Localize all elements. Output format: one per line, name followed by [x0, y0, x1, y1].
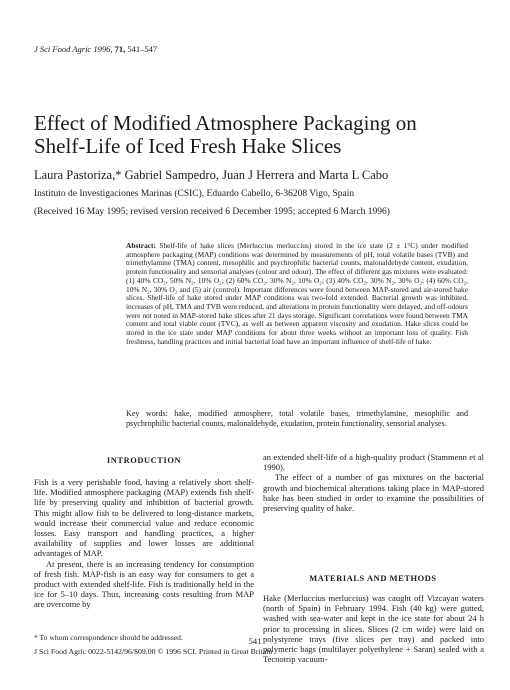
right-column-paragraph: an extended shelf-life of a high-quality product (Stammenn et al 1990).: [263, 452, 484, 473]
methods-body: [263, 593, 484, 664]
methods-paragraph: Hake (Merluccius merluccius) was caught off Vizcayan waters (north of Spain) in February 1994. Fish (40 kg) were gutted, washed with sea-water and kept in the ice state for about 24 h prior to processing in slices. Slices (2 cm wide) were laid on polystyrene trays (five slices per tray) and packed into polymeric bags (multilayer polyethylene + Saran) sealed with a Tecnotrip vacuum-: [263, 593, 484, 665]
journal-pages: 541–547: [127, 44, 158, 54]
article-received-dates: (Received 16 May 1995; revised version received 6 December 1995; accepted 6 March 1996): [34, 207, 390, 217]
introduction-heading: INTRODUCTION: [106, 456, 182, 465]
page-number: 541: [248, 636, 262, 646]
abstract-label: Abstract:: [126, 241, 156, 250]
journal-volume: 71,: [114, 44, 126, 54]
right-column-text: [263, 452, 484, 513]
article-title: Effect of Modified Atmosphere Packaging on Shelf-Life of Iced Fresh Hake Slices: [34, 111, 417, 158]
journal-footer: J Sci Food Agric 0022-5142/96/$09.00 © 1996 SCI. Printed in Great Britain: [34, 647, 273, 656]
journal-year: 1996,: [93, 44, 113, 54]
right-column-paragraph: The effect of a number of gas mixtures on the bacterial growth and biochemical alterations taking place in MAP-stored hake has been studied in order to examine the possibilities of preserving quality of hake.: [263, 472, 484, 514]
journal-header: [34, 44, 157, 54]
abstract-text: Shelf-life of hake slices (Merluccius merluccius) stored in the ice state (2 ± 1°C) under modified atmosphere packaging (MAP) conditions was determined by measurements of pH, total volatile bases (TVB) and trimethylamine (TMA) content, mesophilic and psychrophilic bacterial counts, malonaldehyde content, exudation, protein functionality and sensorial analyses (colour and odour). The effect of different gas mixtures were evaluated: (1) 40% CO₂, 50% N₂, 10% O₂; (2) 60% CO₂, 30% N₂, 10% O₂; (3) 40% CO₂, 30% N₂, 30% O₂; (4) 60% CO₂, 10% N₂, 30% O₂ and (5) air (control). Important differences were found between MAP-stored and air-stored hake slices. Shelf-life of hake stored under MAP conditions was two-fold extended. Bacterial growth was inhibited, increases of pH, TMA and TVB were reduced, and alterations in protein functionality were delayed, and off-odours were not noted in MAP-stored hake slices after 21 days storage. Significant correlations were found between TMA content and total viable count (TVC), as well as between apparent viscosity and exudation. Hake slices could be stored in the ice state under MAP conditions for about three weeks without an important loss of quality. Fish freshness, handling practices and initial bacterial load have an important influence of shelf-life of hake.: [126, 241, 468, 346]
introduction-paragraph: At present, there is an increasing tendency for consumption of fresh fish. MAP-fish is an easy way for consumers to get a product with extended shelf-life. Fish is traditionally held in the ice for 5–10 days. Thus, increasing costs resulting from MAP are overcome by: [34, 558, 254, 610]
abstract: [126, 242, 468, 346]
keywords: Key words: hake, modified atmosphere, total volatile bases, trimethylamine, mesophilic and psychrophilic bacterial counts, malonaldehyde, exudation, protein functionality, sensorial analyses.: [126, 409, 468, 428]
introduction-paragraph: Fish is a very perishable food, having a relatively short shelf-life. Modified atmosphere packaging (MAP) extends fish shelf-life by preserving quality and inhibition of bacterial growth. This might allow fish to be delivered to long-distance markets, would increase their commercial value and reduce economic losses. Easy transport and handling practices, a higher availability of supplies and lower losses are additional advantages of MAP.: [34, 477, 254, 559]
article-affiliation: Instituto de Investigaciones Marinas (CSIC), Eduardo Cabello, 6-36208 Vigo, Spain: [34, 189, 355, 199]
journal-name: J Sci Food Agric: [34, 44, 92, 54]
methods-heading: MATERIALS AND METHODS: [309, 574, 437, 583]
article-authors: Laura Pastoriza,* Gabriel Sampedro, Juan J Herrera and Marta L Cabo: [34, 168, 389, 182]
introduction-body: [34, 477, 254, 610]
correspondence-footnote: * To whom correspondence should be addressed.: [34, 633, 183, 642]
